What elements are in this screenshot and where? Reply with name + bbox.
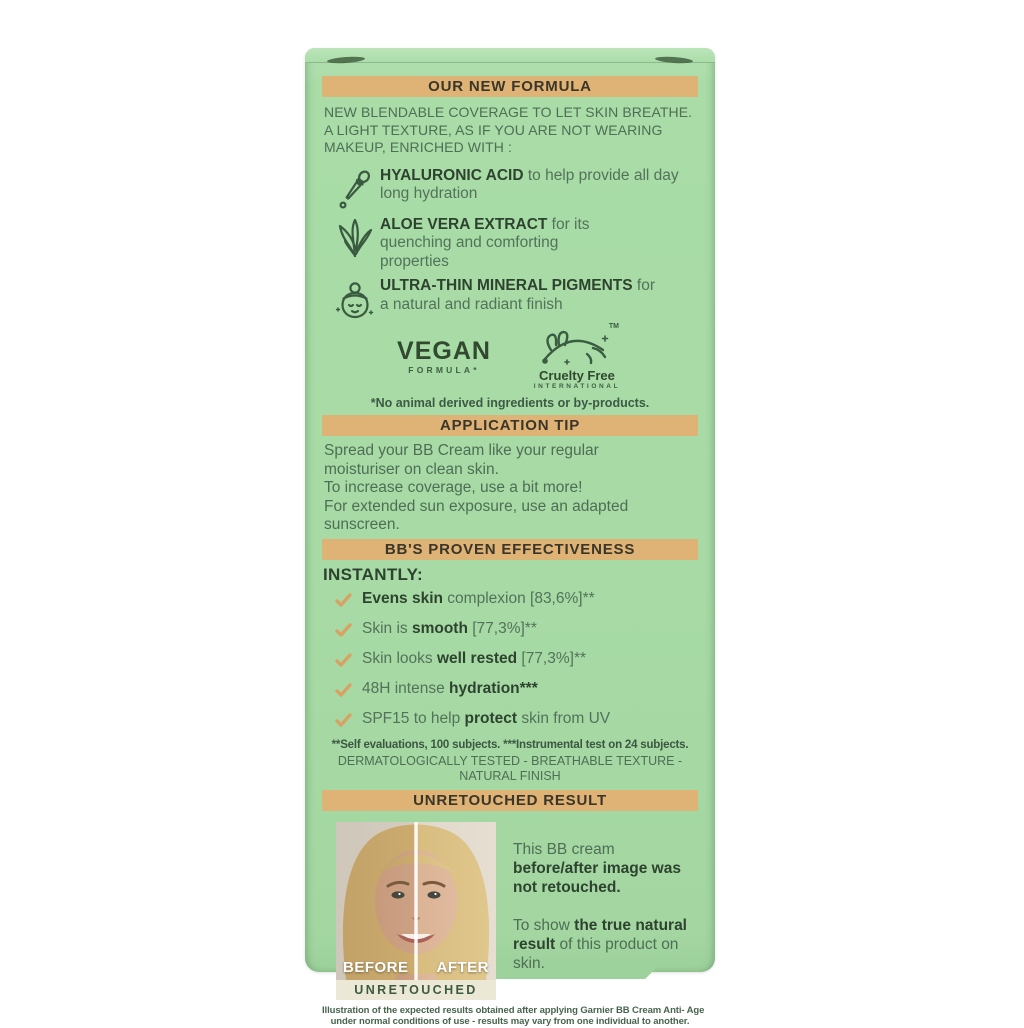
ingredient-text — [380, 167, 680, 204]
claim-text: SPF15 to help protect skin from UV — [362, 709, 611, 727]
result-paragraph: This BB cream before/after image was not retouched. — [513, 840, 681, 896]
ingredient-text — [380, 277, 665, 314]
cruelty-free-text: Cruelty Free — [539, 368, 615, 383]
claim-spf — [335, 709, 698, 732]
vegan-logo-text: VEGAN — [397, 337, 491, 365]
after-label: AFTER — [436, 958, 489, 976]
result-paragraph: To show the true natural result of this product on skin. — [513, 916, 687, 972]
ingredient-desc: for a natural and radiant finish — [380, 277, 655, 313]
before-after-photo-block — [336, 822, 496, 1000]
before-after-photo — [336, 822, 496, 980]
claim-smooth — [335, 619, 698, 642]
vegan-footnote: *No animal derived ingredients or by-products. — [370, 396, 650, 410]
ingredient-desc: for its quenching and comforting properties — [380, 215, 590, 270]
certification-logos — [322, 323, 698, 392]
ingredient-text — [380, 216, 620, 272]
cruelty-free-sub: INTERNATIONAL — [533, 383, 621, 390]
ingredient-aloe — [330, 216, 698, 272]
leaping-bunny-icon — [537, 326, 617, 366]
ingredient-name: HYALURONIC ACID — [380, 166, 524, 184]
effectiveness-footnote: **Self evaluations, 100 subjects. ***Instrumental test on 24 subjects. — [331, 738, 689, 751]
bb-cream-box-back — [305, 48, 715, 1027]
intro-line: NEW BLENDABLE COVERAGE TO LET SKIN BREATHE. — [324, 104, 693, 120]
claim-hydration — [335, 679, 698, 702]
ingredient-hyaluronic — [330, 167, 698, 210]
result-text — [513, 822, 688, 1000]
application-line: For extended sun exposure, use an adapted — [324, 497, 629, 515]
application-text — [324, 442, 698, 535]
claim-text: 48H intense hydration*** — [362, 679, 538, 697]
application-band: APPLICATION TIP — [322, 415, 698, 436]
result-section — [336, 822, 698, 1000]
trademark-symbol: TM — [608, 323, 619, 330]
box-back-panel — [322, 64, 705, 1027]
vegan-formula-logo — [397, 326, 491, 375]
application-line: sunscreen. — [324, 516, 400, 533]
intro-line: A LIGHT TEXTURE, AS IF YOU ARE NOT WEARING — [324, 121, 663, 138]
claim-well-rested — [335, 649, 698, 672]
intro-line: MAKEUP, ENRICHED WITH : — [324, 139, 512, 155]
vegan-logo-sub: FORMULA* — [408, 365, 480, 375]
claims-line: DERMATOLOGICALLY TESTED - BREATHABLE TEXTURE - — [337, 753, 683, 768]
application-line: Spread your BB Cream like your regular — [324, 442, 599, 459]
claims-line: NATURAL FINISH — [459, 769, 561, 783]
legal-fineprint — [322, 1004, 705, 1028]
claim-text: Skin is smooth [77,3%]** — [362, 619, 537, 637]
application-line: moisturiser on clean skin. — [324, 460, 499, 478]
ingredient-desc: to help provide all day long hydration — [380, 166, 679, 202]
claim-text: Evens skin complexion [83,6%]** — [362, 589, 595, 607]
box-top-flap — [305, 48, 715, 63]
checkmark-icon — [335, 683, 353, 702]
claim-text: Skin looks well rested [77,3%]** — [362, 649, 587, 667]
ingredient-name: ALOE VERA EXTRACT — [380, 215, 548, 233]
mineral-face-icon — [330, 277, 380, 320]
fineprint-line: Illustration of the expected results obtained after applying Garnier BB Cream Anti- Age — [322, 1004, 705, 1016]
result-band: UNRETOUCHED RESULT — [322, 790, 698, 811]
dropper-icon — [330, 167, 380, 210]
instantly-heading: INSTANTLY: — [323, 564, 423, 584]
fineprint-line: under normal conditions of use - results may vary from one individual to another. — [330, 1016, 690, 1027]
before-label: BEFORE — [343, 958, 409, 976]
ingredient-name: ULTRA-THIN MINERAL PIGMENTS — [380, 277, 633, 294]
formula-intro — [324, 104, 698, 157]
dermatology-claims — [322, 754, 698, 785]
ingredient-list — [322, 167, 698, 321]
formula-band: OUR NEW FORMULA — [322, 76, 698, 97]
application-line: To increase coverage, use a bit more! — [324, 479, 583, 496]
checkmark-icon — [335, 623, 353, 642]
ingredient-mineral-pigments — [330, 277, 698, 320]
aloe-vera-icon — [330, 216, 380, 259]
unretouched-banner: UNRETOUCHED — [336, 980, 496, 1000]
effectiveness-band: BB'S PROVEN EFFECTIVENESS — [322, 539, 698, 560]
checkmark-icon — [335, 653, 353, 672]
claim-evens-skin — [335, 589, 698, 612]
cruelty-free-logo — [531, 323, 623, 390]
checkmark-icon — [335, 593, 353, 612]
checkmark-icon — [335, 713, 353, 732]
